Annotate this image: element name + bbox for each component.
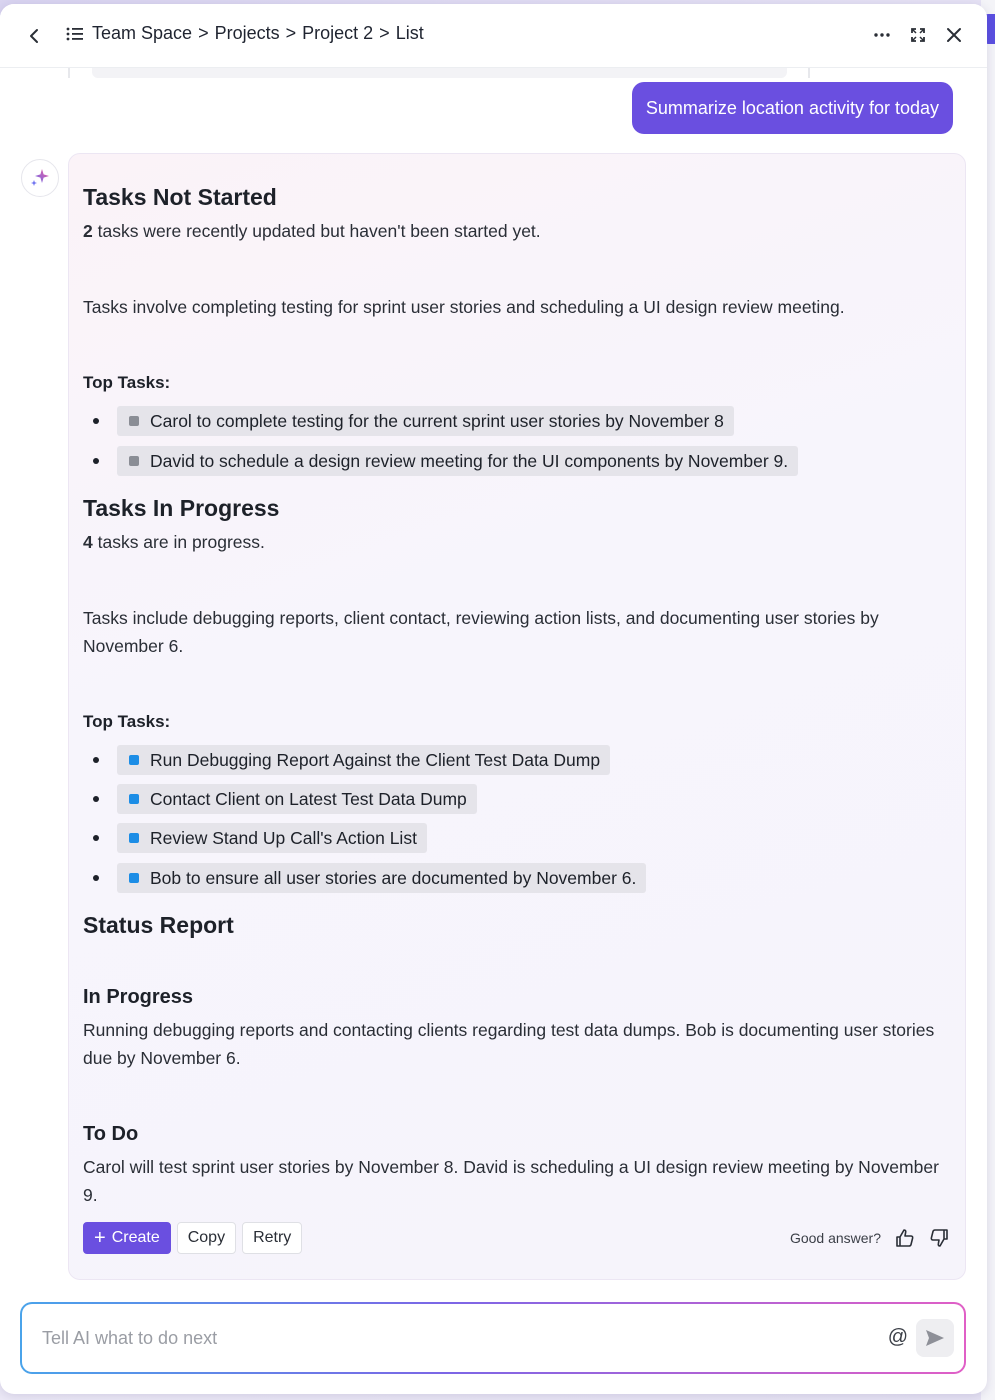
previous-message-edge [92,68,787,78]
status-todo-icon [129,456,139,466]
not-started-count: 2 [83,221,93,241]
previous-message-edge [68,68,70,78]
chevron-left-icon [28,28,40,44]
header-actions [871,22,965,48]
status-todo-text: Carol will test sprint user stories by November 8. David is scheduling a UI design review meeting by November 9. [83,1157,939,1205]
composer-inner [22,1304,964,1372]
thumbs-down-button[interactable] [929,1228,949,1248]
answer-actions [83,1222,302,1254]
bullet [93,796,99,802]
list-icon [66,26,84,42]
feedback-prompt: Good answer? [789,1230,881,1246]
retry-button[interactable]: Retry [242,1222,302,1254]
task-chip[interactable] [117,863,646,893]
prompt-input[interactable] [42,1322,862,1354]
plus-icon: + [94,1227,106,1249]
task-label: David to schedule a design review meeting for the UI components by November 9. [150,450,789,471]
task-label: Contact Client on Latest Test Data Dump [150,788,467,809]
section-title-in-progress: Tasks In Progress [83,495,280,521]
more-options-button[interactable] [871,22,893,48]
list-item [83,862,646,894]
task-label: Review Stand Up Call's Action List [150,827,417,848]
breadcrumb-separator: > [379,23,390,43]
mention-button[interactable]: @ [887,1326,908,1348]
user-message-bubble: Summarize location activity for today [632,82,953,134]
composer [20,1302,966,1374]
send-icon [925,1329,945,1347]
task-label: Carol to complete testing for the current sprint user stories by November 8 [150,410,724,431]
status-in-progress-icon [129,833,139,843]
thumbs-up-icon [895,1228,915,1248]
create-button-label: Create [111,1229,160,1246]
in-progress-count-text [83,528,943,556]
status-in-progress-icon [129,873,139,883]
in-progress-count: 4 [83,532,93,552]
create-button[interactable] [83,1222,171,1254]
back-button[interactable] [22,24,46,48]
expand-button[interactable] [907,22,929,48]
task-label: Run Debugging Report Against the Client Test Data Dump [150,749,601,770]
list-item [83,445,798,477]
bullet [93,418,99,424]
breadcrumb-project-2[interactable]: Project 2 [302,23,374,43]
sparkle-icon [29,167,51,189]
list-item [83,405,734,437]
task-chip[interactable] [117,784,477,814]
thumbs-up-button[interactable] [895,1228,915,1248]
breadcrumb-separator: > [198,23,209,43]
list-item [83,783,477,815]
status-todo-icon [129,416,139,426]
previous-message-edge [808,68,810,78]
top-tasks-label: Top Tasks: [83,712,171,731]
breadcrumb-projects[interactable]: Projects [214,23,280,43]
top-tasks-label: Top Tasks: [83,373,171,392]
bullet [93,757,99,763]
in-progress-count-label: tasks are in progress. [92,532,265,552]
breadcrumb [66,23,424,44]
not-started-count-label: tasks were recently updated but haven't been started yet. [92,221,541,241]
not-started-summary: Tasks involve completing testing for sprint user stories and scheduling a UI design review meeting. [83,297,845,317]
copy-button[interactable]: Copy [177,1222,236,1254]
not-started-count-text [83,217,943,245]
feedback-group [790,1222,949,1254]
breadcrumb-separator: > [285,23,297,43]
ellipsis-icon [873,32,891,38]
thumbs-down-icon [929,1228,949,1248]
close-icon [946,27,962,43]
expand-icon [910,27,926,43]
status-in-progress-text: Running debugging reports and contacting clients regarding test data dumps. Bob is documenting user stories due by November 6. [83,1020,935,1068]
list-item [83,744,610,776]
section-title-not-started: Tasks Not Started [83,184,277,210]
task-chip[interactable] [117,823,427,853]
task-chip[interactable] [117,446,798,476]
bullet [93,875,99,881]
status-todo-title: To Do [83,1123,139,1145]
breadcrumb-list[interactable]: List [395,23,424,43]
ai-avatar [21,159,59,197]
panel-header [0,4,987,68]
task-chip[interactable] [117,406,734,436]
status-in-progress-title: In Progress [83,986,194,1008]
section-title-status-report: Status Report [83,912,234,938]
ai-answer-card [68,153,966,1280]
task-label: Bob to ensure all user stories are documented by November 6. [150,867,637,888]
close-button[interactable] [943,22,965,48]
status-in-progress-icon [129,794,139,804]
in-progress-summary: Tasks include debugging reports, client contact, reviewing action lists, and documenting user stories by November 6. [83,608,879,656]
bullet [93,458,99,464]
breadcrumb-team-space[interactable]: Team Space [92,23,193,43]
ai-chat-panel [0,4,987,1394]
status-in-progress-icon [129,755,139,765]
list-item [83,822,427,854]
send-button[interactable] [916,1319,954,1357]
task-chip[interactable] [117,745,610,775]
bullet [93,835,99,841]
